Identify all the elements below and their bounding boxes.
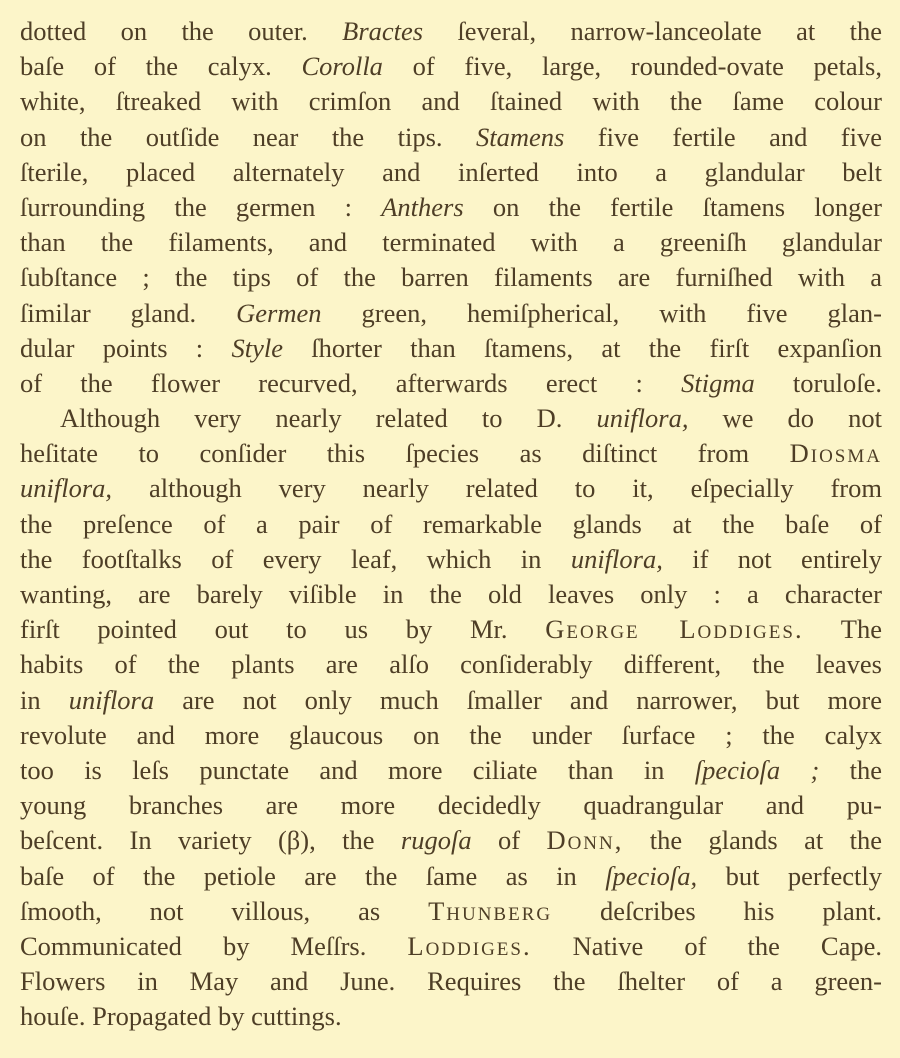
text-run: ſeveral, narrow-lanceolate at the (423, 16, 882, 46)
text-line (20, 155, 882, 190)
document-page (20, 14, 882, 1034)
text-line (20, 507, 882, 542)
text-run: we do not (688, 403, 883, 434)
text-line (20, 14, 882, 49)
italic-term: Corolla (301, 51, 383, 82)
text-run: the footſtalks of every leaf, which in (20, 543, 571, 574)
text-run: on the outſide near the tips. (20, 121, 476, 152)
text-line (20, 929, 882, 964)
text-run: habits of the plants are alſo conſiderably different, the leaves (20, 649, 882, 680)
small-caps-name: Thunberg (428, 895, 553, 926)
text-run: on the fertile ſtamens longer (463, 191, 882, 222)
text-line (20, 542, 882, 577)
text-line (20, 436, 882, 471)
text-run: are not only much ſmaller and narrower, but more (154, 684, 882, 715)
italic-term: uniflora, (570, 543, 663, 574)
text-run: of five, large, rounded-ovate petals, (382, 51, 882, 82)
text-run: revolute and more glaucous on the under ſurface ; the calyx (20, 719, 882, 750)
text-line (20, 683, 882, 718)
text-line (20, 190, 882, 225)
text-run: dular points : (20, 332, 232, 363)
small-caps-name: Diosma (789, 438, 882, 469)
text-line (20, 296, 882, 331)
italic-term: Germen (236, 297, 322, 328)
text-run: if not entirely (662, 543, 882, 574)
text-line (20, 84, 882, 119)
text-run: Communicated by Meſſrs. (20, 930, 408, 961)
text-run: ſurrounding the germen : (20, 191, 382, 222)
text-run: white, ſtreaked with crimſon and ſtained with the ſame colour (20, 86, 882, 117)
text-line (20, 647, 882, 682)
italic-term: ſpecioſa, (605, 860, 698, 891)
text-line (20, 964, 882, 999)
small-caps-name: Donn, (546, 825, 624, 856)
text-run: Although very nearly related to D. (60, 403, 597, 434)
text-run: the (819, 754, 883, 785)
text-line (20, 788, 882, 823)
text-run: Native of the Cape. (531, 930, 882, 961)
text-line (20, 753, 882, 788)
text-run: young branches are more decidedly quadrangular and pu- (20, 790, 882, 821)
text-line (20, 577, 882, 612)
text-run: baſe of the petiole are the ſame as in (20, 860, 606, 891)
text-run: but perfectly (697, 860, 883, 891)
text-run: ſhorter than ſtamens, at the firſt expanſion (282, 332, 882, 363)
text-line (20, 718, 882, 753)
text-run: ſubſtance ; the tips of the barren filaments are furniſhed with a (20, 262, 882, 293)
text-line (20, 401, 882, 436)
text-run: The (803, 614, 882, 645)
text-run: houſe. Propagated by cuttings. (20, 1001, 342, 1032)
small-caps-name: George Loddiges. (545, 614, 804, 645)
text-line (20, 366, 882, 401)
text-run: baſe of the calyx. (20, 51, 302, 82)
text-run: green, hemiſpherical, with five glan- (321, 297, 883, 328)
italic-term: uniflora, (596, 403, 689, 434)
text-run: wanting, are barely viſible in the old leaves only : a character (20, 579, 882, 609)
text-line (20, 49, 882, 84)
text-line (20, 120, 882, 155)
italic-term: Stamens (476, 121, 565, 152)
italic-term: Style (231, 332, 283, 363)
text-run: deſcribes his plant. (552, 895, 882, 926)
text-line (20, 260, 882, 295)
text-run: dotted on the outer. (20, 16, 343, 46)
italic-term: Stigma (681, 367, 755, 398)
text-line (20, 999, 882, 1034)
italic-term: Anthers (381, 191, 464, 222)
italic-term: rugoſa (400, 825, 472, 856)
text-run: too is leſs punctate and more ciliate than in (20, 754, 695, 785)
text-line (20, 612, 882, 647)
text-run: the preſence of a pair of remarkable glands at the baſe of (20, 508, 882, 539)
text-run: firſt pointed out to us by Mr. (20, 614, 546, 645)
text-line (20, 823, 882, 858)
small-caps-name: Loddiges. (407, 930, 532, 961)
text-run: ſterile, placed alternately and inſerted into a glandular belt (20, 156, 882, 187)
text-run: heſitate to conſider this ſpecies as diſtinct from (20, 438, 790, 469)
text-run: of the flower recurved, afterwards erect : (20, 367, 682, 398)
text-run: although very nearly related to it, eſpecially from (112, 473, 882, 504)
text-run: five fertile and five (564, 121, 882, 152)
text-run: beſcent. In variety (β), the (20, 825, 401, 856)
text-run: the glands at the (623, 825, 883, 856)
text-run: toruloſe. (754, 367, 882, 398)
italic-term: uniflora (68, 684, 155, 715)
italic-term: Bractes (342, 16, 424, 46)
text-run: ſmooth, not villous, as (20, 895, 429, 926)
text-line (20, 894, 882, 929)
text-run: of (471, 825, 547, 856)
text-run: than the filaments, and terminated with a greeniſh glandular (20, 227, 882, 258)
text-line (20, 471, 882, 506)
text-line (20, 331, 882, 366)
text-run: ſimilar gland. (20, 297, 237, 328)
italic-term: uniflora, (20, 473, 113, 504)
text-run: in (20, 684, 69, 715)
text-line (20, 225, 882, 260)
text-line (20, 859, 882, 894)
italic-term: ſpecioſa ; (694, 754, 820, 785)
text-run: Flowers in May and June. Requires the ſhelter of a green- (20, 966, 882, 997)
